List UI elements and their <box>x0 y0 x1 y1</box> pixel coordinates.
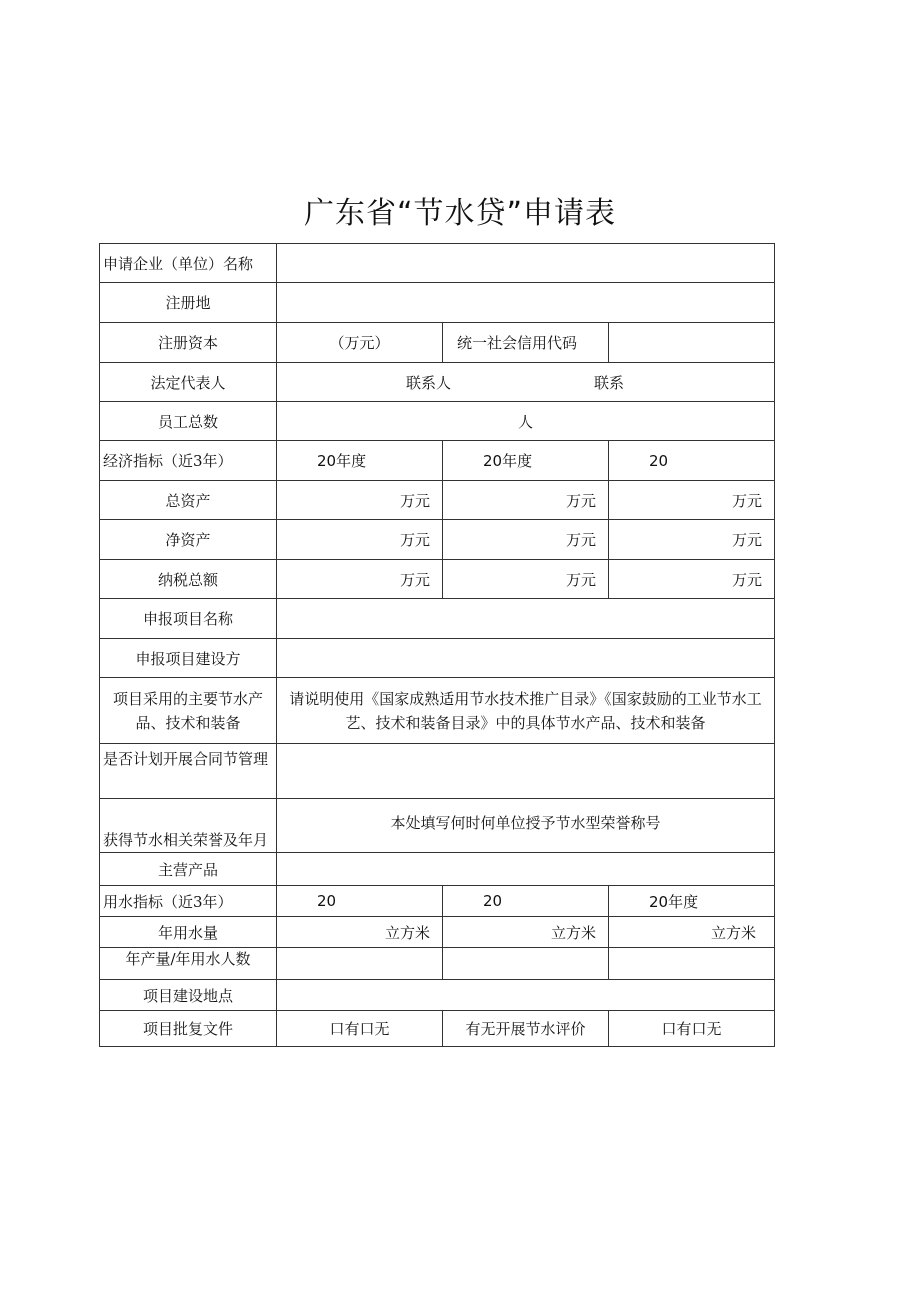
row-water-index <box>100 886 775 917</box>
registered-place-label: 注册地 <box>100 283 277 323</box>
annual-water-1[interactable]: 立方米 <box>277 917 443 948</box>
project-builder-field[interactable] <box>277 639 775 678</box>
approval-options[interactable]: 口有口无 <box>277 1011 443 1047</box>
legal-rep-label: 法定代表人 <box>100 363 277 402</box>
employees-label: 员工总数 <box>100 402 277 441</box>
row-output-per-water <box>100 948 775 980</box>
project-location-label: 项目建设地点 <box>100 980 277 1011</box>
project-name-label: 申报项目名称 <box>100 599 277 639</box>
net-assets-3[interactable]: 万元 <box>609 520 775 560</box>
contract-management-field[interactable] <box>277 744 775 799</box>
annual-water-label: 年用水量 <box>100 917 277 948</box>
economic-label: 经济指标（近3年） <box>100 441 277 481</box>
evaluation-label: 有无开展节水评价 <box>443 1011 609 1047</box>
annual-water-2[interactable]: 立方米 <box>443 917 609 948</box>
row-registered-place <box>100 283 775 323</box>
application-form <box>99 243 775 1047</box>
row-tax-total <box>100 560 775 599</box>
row-honors <box>100 799 775 853</box>
water-index-year2[interactable]: 20 <box>443 886 609 917</box>
net-assets-label: 净资产 <box>100 520 277 560</box>
total-assets-1[interactable]: 万元 <box>277 481 443 520</box>
contact-phone-label: 联系 <box>594 373 625 392</box>
tax-total-label: 纳税总额 <box>100 560 277 599</box>
legal-rep-field[interactable] <box>277 363 775 402</box>
contact-label: 联系人 <box>406 373 452 392</box>
water-index-label: 用水指标（近3年） <box>100 886 277 917</box>
row-main-products <box>100 853 775 886</box>
row-net-assets <box>100 520 775 560</box>
tax-total-2[interactable]: 万元 <box>443 560 609 599</box>
output-per-water-label: 年产量/年用水人数 <box>100 948 277 980</box>
main-products-label: 主营产品 <box>100 853 277 886</box>
economic-year1[interactable]: 20年度 <box>277 441 443 481</box>
total-assets-2[interactable]: 万元 <box>443 481 609 520</box>
project-builder-label: 申报项目建设方 <box>100 639 277 678</box>
credit-code-label: 统一社会信用代码 <box>443 323 609 363</box>
contract-management-label: 是否计划开展合同节管理 <box>100 744 277 799</box>
registered-capital-label: 注册资本 <box>100 323 277 363</box>
output-per-water-1[interactable] <box>277 948 443 980</box>
water-index-year3[interactable]: 20年度 <box>609 886 775 917</box>
net-assets-2[interactable]: 万元 <box>443 520 609 560</box>
credit-code-field[interactable] <box>609 323 775 363</box>
project-location-field[interactable] <box>277 980 775 1011</box>
annual-water-3[interactable]: 立方米 <box>609 917 775 948</box>
main-products-field[interactable] <box>277 853 775 886</box>
tax-total-3[interactable]: 万元 <box>609 560 775 599</box>
honors-label: 获得节水相关荣誉及年月 <box>100 799 277 853</box>
row-legal-rep <box>100 363 775 402</box>
tax-total-1[interactable]: 万元 <box>277 560 443 599</box>
honors-field[interactable]: 本处填写何时何单位授予节水型荣誉称号 <box>277 799 775 853</box>
employees-field[interactable]: 人 <box>277 402 775 441</box>
total-assets-3[interactable]: 万元 <box>609 481 775 520</box>
row-project-name <box>100 599 775 639</box>
row-registered-capital <box>100 323 775 363</box>
page-title: 广东省“节水贷”申请表 <box>303 196 617 231</box>
row-contract-management <box>100 744 775 799</box>
economic-year2[interactable]: 20年度 <box>443 441 609 481</box>
row-project-builder <box>100 639 775 678</box>
row-annual-water <box>100 917 775 948</box>
evaluation-options[interactable]: 口有口无 <box>609 1011 775 1047</box>
row-project-location <box>100 980 775 1011</box>
row-employees <box>100 402 775 441</box>
approval-label: 项目批复文件 <box>100 1011 277 1047</box>
row-water-saving-products <box>100 678 775 744</box>
applicant-field[interactable] <box>277 244 775 283</box>
water-saving-products-field[interactable]: 请说明使用《国家成熟适用节水技术推广目录》《国家鼓励的工业节水工艺、技术和装备目录》中的具体节水产品、技术和装备 <box>277 678 775 744</box>
net-assets-1[interactable]: 万元 <box>277 520 443 560</box>
output-per-water-3[interactable] <box>609 948 775 980</box>
output-per-water-2[interactable] <box>443 948 609 980</box>
registered-place-field[interactable] <box>277 283 775 323</box>
water-saving-products-label: 项目采用的主要节水产品、技术和装备 <box>100 678 277 744</box>
economic-year3[interactable]: 20 <box>609 441 775 481</box>
row-applicant <box>100 244 775 283</box>
water-index-year1[interactable]: 20 <box>277 886 443 917</box>
row-approval <box>100 1011 775 1047</box>
total-assets-label: 总资产 <box>100 481 277 520</box>
registered-capital-field[interactable]: （万元） <box>277 323 443 363</box>
row-total-assets <box>100 481 775 520</box>
row-economic <box>100 441 775 481</box>
applicant-label: 申请企业（单位）名称 <box>100 244 277 283</box>
project-name-field[interactable] <box>277 599 775 639</box>
